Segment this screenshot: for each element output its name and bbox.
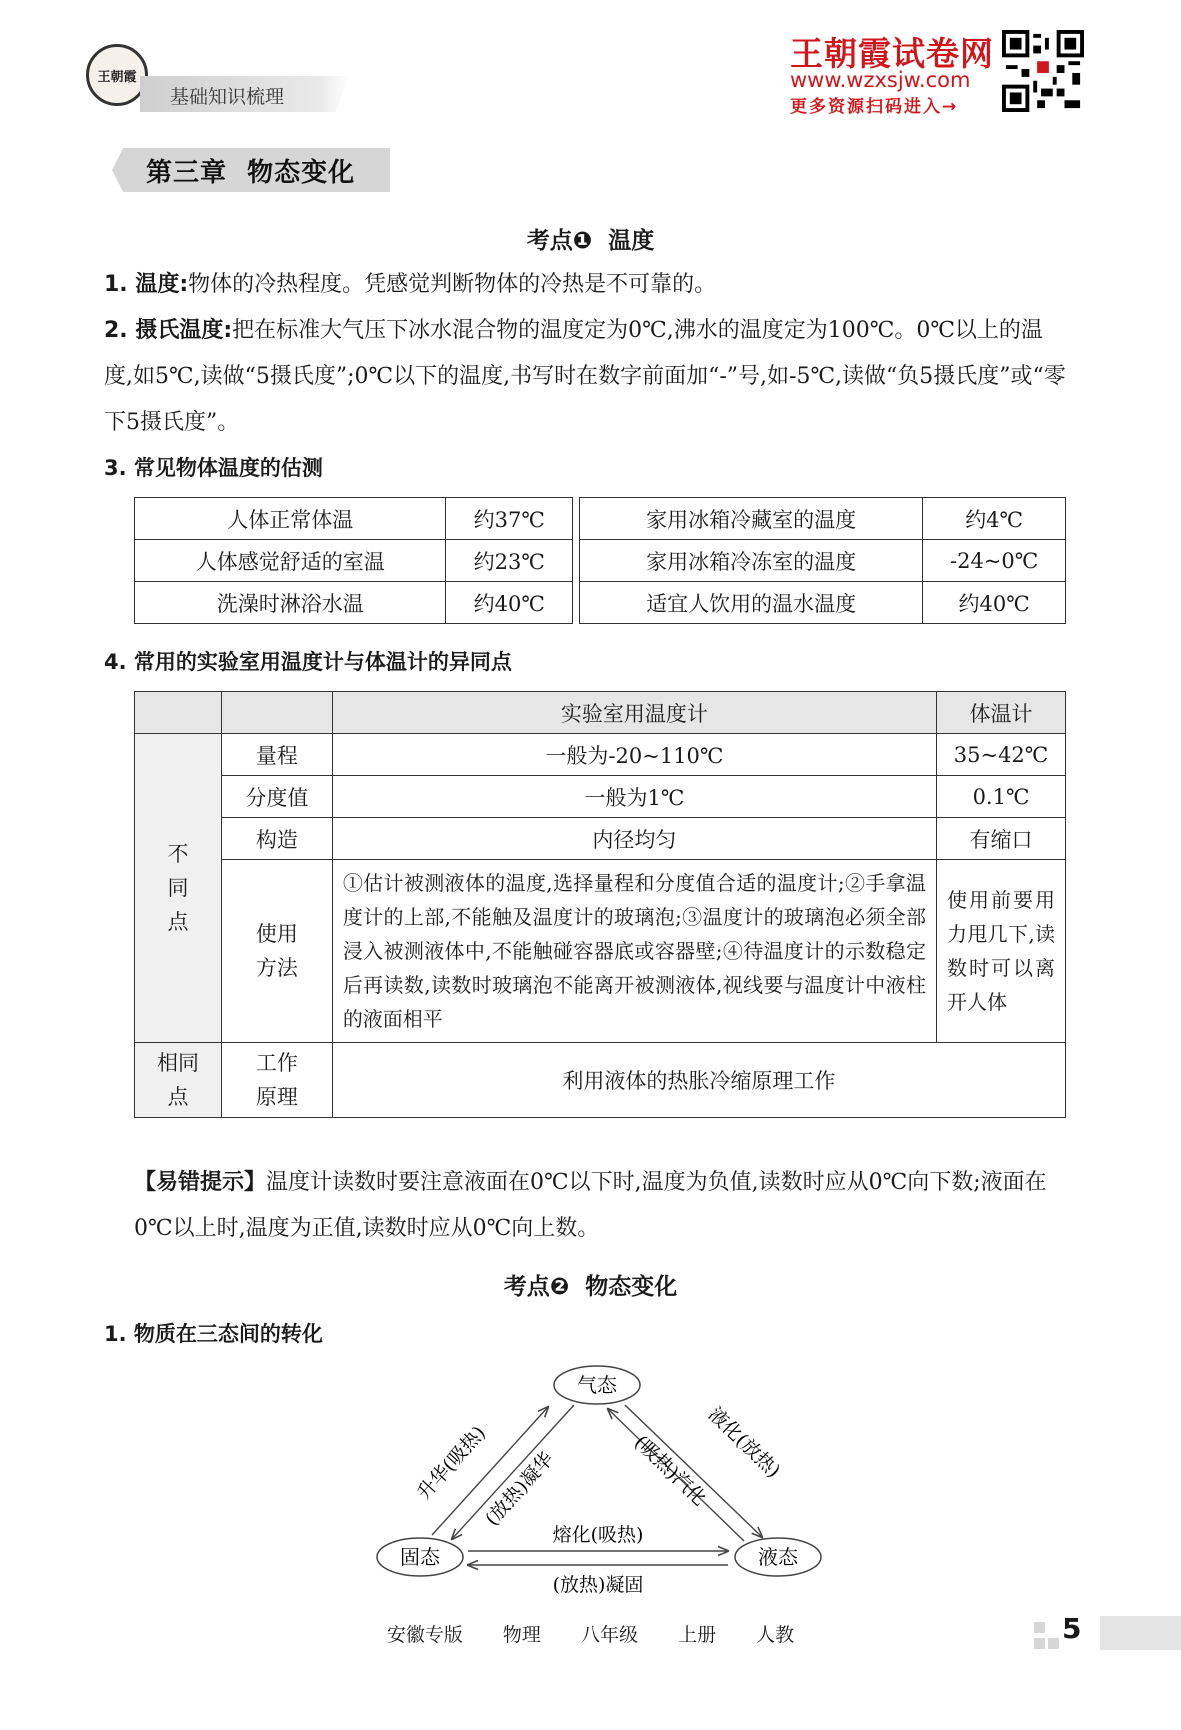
tip-text: 温度计读数时要注意液面在0℃以下时,温度为负值,读数时应从0℃向下数;液面在0℃以上时,温度为正值,读数时应从0℃向上数。 <box>134 1170 1047 1241</box>
lab-value: 一般为-20~110℃ <box>332 734 936 776</box>
diff-label: 不同点 <box>167 842 189 934</box>
right-value: 约40℃ <box>923 582 1066 624</box>
table-row <box>135 818 1066 860</box>
publisher-logo <box>86 44 148 106</box>
table-row <box>135 734 1066 776</box>
brand-title: 王朝霞试卷网 <box>790 34 994 73</box>
footer-decor <box>1048 1638 1059 1649</box>
chapter-title: 第三章 物态变化 <box>146 158 356 188</box>
error-tip <box>134 1160 1068 1252</box>
thermometer-compare-table <box>134 691 1066 1118</box>
right-label: 家用冰箱冷冻室的温度 <box>579 540 922 582</box>
body-value: 有缩口 <box>937 818 1066 860</box>
tip-tag: 【易错提示】 <box>134 1170 267 1195</box>
sublimation-label: 升华(吸热) <box>412 1421 491 1505</box>
left-label: 人体正常体温 <box>135 498 446 540</box>
item2-paragraph <box>104 308 1068 446</box>
kd2-item1-heading: 1. 物质在三态间的转化 <box>104 1322 323 1346</box>
table-row <box>135 860 1066 1043</box>
item1-paragraph <box>104 262 1068 308</box>
row-name: 分度值 <box>221 776 332 818</box>
same-label: 相同点 <box>156 1051 199 1109</box>
left-value: 约40℃ <box>446 582 573 624</box>
col-lab-thermometer: 实验室用温度计 <box>332 692 936 734</box>
lab-value: 内径均匀 <box>332 818 936 860</box>
page-number: 5 <box>1062 1612 1082 1645</box>
temperature-estimate-table <box>134 497 1066 624</box>
method-name: 使用方法 <box>255 922 298 980</box>
principle-text: 利用液体的热胀冷缩原理工作 <box>332 1043 1065 1118</box>
vaporization-label: (吸热)汽化 <box>629 1431 711 1511</box>
same-label-cell <box>135 1043 222 1118</box>
body-value: 0.1℃ <box>937 776 1066 818</box>
body-value: 35~42℃ <box>937 734 1066 776</box>
deposition-label: (放热)凝华 <box>480 1447 559 1531</box>
method-body: 使用前要用力甩几下,读数时可以离开人体 <box>937 860 1066 1043</box>
liquefaction-label: 液化(放热) <box>703 1403 785 1483</box>
principle-name: 工作原理 <box>255 1051 298 1109</box>
solid-label: 固态 <box>400 1545 440 1569</box>
kaodian1-title: 考点❶ 温度 <box>526 228 655 254</box>
right-value: -24~0℃ <box>923 540 1066 582</box>
table-row <box>135 776 1066 818</box>
method-lab: ①估计被测液体的温度,选择量程和分度值合适的温度计;②手拿温度计的上部,不能触及温度计的玻璃泡;③温度计的玻璃泡必须全部浸入被测液体中,不能触碰容器底或容器壁;④待温度计的示数稳定后再读数,读数时玻璃泡不能离开被测液体,视线要与温度计中液柱的液面相平 <box>332 860 936 1043</box>
table-row <box>135 582 1066 624</box>
item2-text: 把在标准大气压下冰水混合物的温度定为0℃,沸水的温度定为100℃。0℃以上的温度,如5℃,读做“5摄氏度”;0℃以下的温度,书写时在数字前面加“-”号,如-5℃,读做“负5摄氏度”或“零下5摄氏度”。 <box>104 318 1066 435</box>
state-change-diagram <box>360 1365 840 1605</box>
right-label: 适宜人饮用的温水温度 <box>579 582 922 624</box>
diff-label-cell <box>135 734 222 1043</box>
header-blank <box>135 692 222 734</box>
row-name: 构造 <box>221 818 332 860</box>
section-label: 基础知识梳理 <box>170 86 285 108</box>
item3-heading: 3. 常见物体温度的估测 <box>104 456 323 480</box>
item2-label: 2. 摄氏温度: <box>104 318 233 343</box>
left-label: 洗澡时淋浴水温 <box>135 582 446 624</box>
brand-scan-text: 更多资源扫码进入→ <box>790 97 959 117</box>
footer-decor <box>1034 1622 1045 1633</box>
col-body-thermometer: 体温计 <box>937 692 1066 734</box>
table-gap <box>573 540 580 582</box>
footer-bar <box>1100 1616 1181 1650</box>
brand-url[interactable]: www.wzxsjw.com <box>790 68 971 92</box>
logo-text: 王朝霞 <box>97 69 137 85</box>
footer-edition: 安徽专版 物理 八年级 上册 人教 <box>386 1624 795 1646</box>
method-name-cell <box>221 860 332 1043</box>
gas-label: 气态 <box>577 1373 617 1397</box>
row-name: 量程 <box>221 734 332 776</box>
table-gap <box>573 498 580 540</box>
table-row <box>135 540 1066 582</box>
item4-heading: 4. 常用的实验室用温度计与体温计的异同点 <box>104 650 512 674</box>
right-label: 家用冰箱冷藏室的温度 <box>579 498 922 540</box>
solidification-label: (放热)凝固 <box>552 1574 644 1596</box>
header-blank <box>221 692 332 734</box>
left-value: 约37℃ <box>446 498 573 540</box>
table-row <box>135 498 1066 540</box>
table-row <box>135 1043 1066 1118</box>
qr-code-icon[interactable] <box>1002 30 1084 112</box>
item1-text: 物体的冷热程度。凭感觉判断物体的冷热是不可靠的。 <box>188 272 717 297</box>
item1-label: 1. 温度: <box>104 272 189 297</box>
table-header-row <box>135 692 1066 734</box>
left-label: 人体感觉舒适的室温 <box>135 540 446 582</box>
right-value: 约4℃ <box>923 498 1066 540</box>
melting-label: 熔化(吸热) <box>552 1524 644 1546</box>
kaodian2-title: 考点❷ 物态变化 <box>503 1274 678 1300</box>
liquid-label: 液态 <box>758 1545 798 1569</box>
lab-value: 一般为1℃ <box>332 776 936 818</box>
principle-name-cell <box>221 1043 332 1118</box>
table-gap <box>573 582 580 624</box>
footer-decor <box>1034 1638 1045 1649</box>
left-value: 约23℃ <box>446 540 573 582</box>
